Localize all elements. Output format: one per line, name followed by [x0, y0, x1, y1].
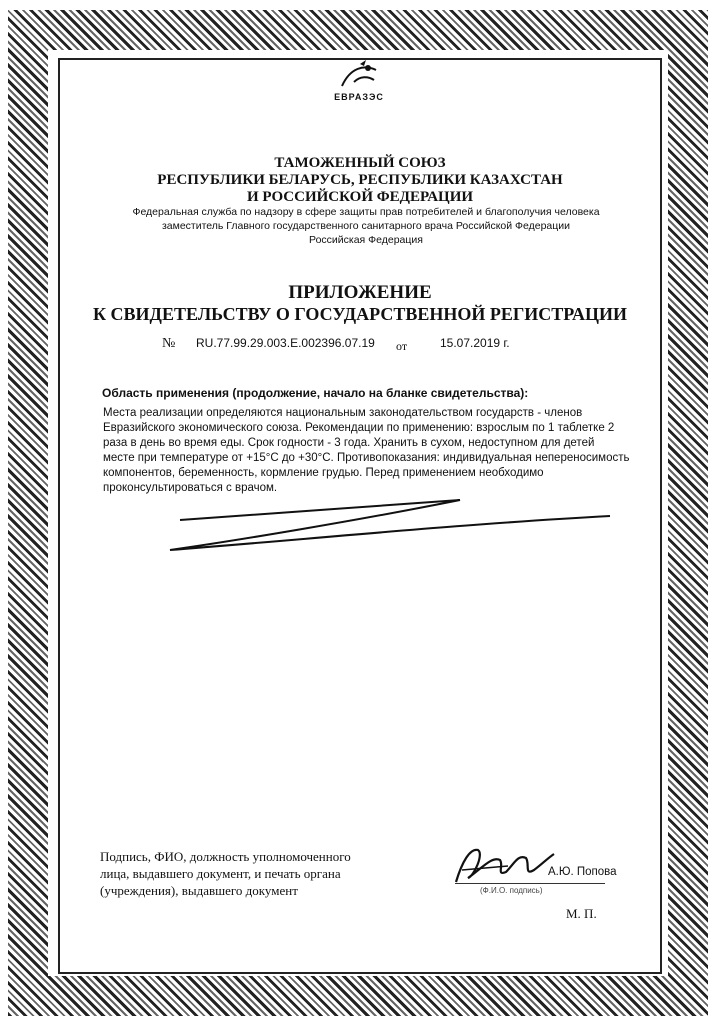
scope-line: Евразийского экономического союза. Рекомендации по применению: взрослым по 1 таблетке 2 [103, 422, 615, 434]
header-line-2: РЕСПУБЛИКИ БЕЛАРУСЬ, РЕСПУБЛИКИ КАЗАХСТАН [157, 172, 563, 188]
document-title: ПРИЛОЖЕНИЕ [288, 282, 432, 303]
authority-line-1: Федеральная служба по надзору в сфере защиты прав потребителей и благополучия человека [132, 206, 600, 218]
emblem-label: ЕВРАЗЭС [334, 92, 384, 102]
authority-line-3: Российская Федерация [309, 234, 423, 246]
scope-line: компонентов, беременность, кормление грудью. Перед применением необходимо [103, 467, 544, 479]
z-strikethrough-mark [160, 490, 620, 560]
signature-line [455, 883, 605, 884]
scope-line: проконсультироваться с врачом. [103, 482, 278, 494]
document-subtitle: К СВИДЕТЕЛЬСТВУ О ГОСУДАРСТВЕННОЙ РЕГИСТРАЦИИ [93, 304, 627, 324]
signer-name: А.Ю. Попова [548, 866, 617, 878]
signature-label-line: лица, выдавшего документ, и печать органа [100, 866, 341, 881]
registration-date: 15.07.2019 г. [440, 336, 510, 350]
signature-label-line: (учреждения), выдавшего документ [100, 883, 298, 898]
scope-line: месте при температуре от +15°С до +30°С. Противопоказания: индивидуальная непереносимость [103, 452, 630, 464]
number-label: № [162, 336, 176, 351]
header-line-3: И РОССИЙСКОЙ ФЕДЕРАЦИИ [246, 189, 474, 205]
registration-number: RU.77.99.29.003.E.002396.07.19 [196, 336, 375, 350]
emblem-icon [324, 58, 394, 92]
scope-line: Места реализации определяются национальным законодательством государств - членов [103, 407, 583, 419]
signature-label-line: Подпись, ФИО, должность уполномоченного [100, 849, 351, 864]
signature-caption: (Ф.И.О. подпись) [480, 886, 543, 895]
handwritten-signature [448, 842, 558, 888]
registration-row [0, 334, 717, 354]
eurasec-emblem [324, 58, 394, 108]
stamp-place: М. П. [566, 906, 597, 921]
header-line-1: ТАМОЖЕННЫЙ СОЮЗ [274, 155, 446, 171]
scope-line: раза в день во время еды. Срок годности - 3 года. Хранить в сухом, недоступном для детей [103, 437, 595, 449]
authority-line-2: заместитель Главного государственного санитарного врача Российской Федерации [161, 220, 571, 232]
date-label: от [396, 339, 408, 353]
scope-title: Область применения (продолжение, начало на бланке свидетельства): [102, 386, 529, 400]
